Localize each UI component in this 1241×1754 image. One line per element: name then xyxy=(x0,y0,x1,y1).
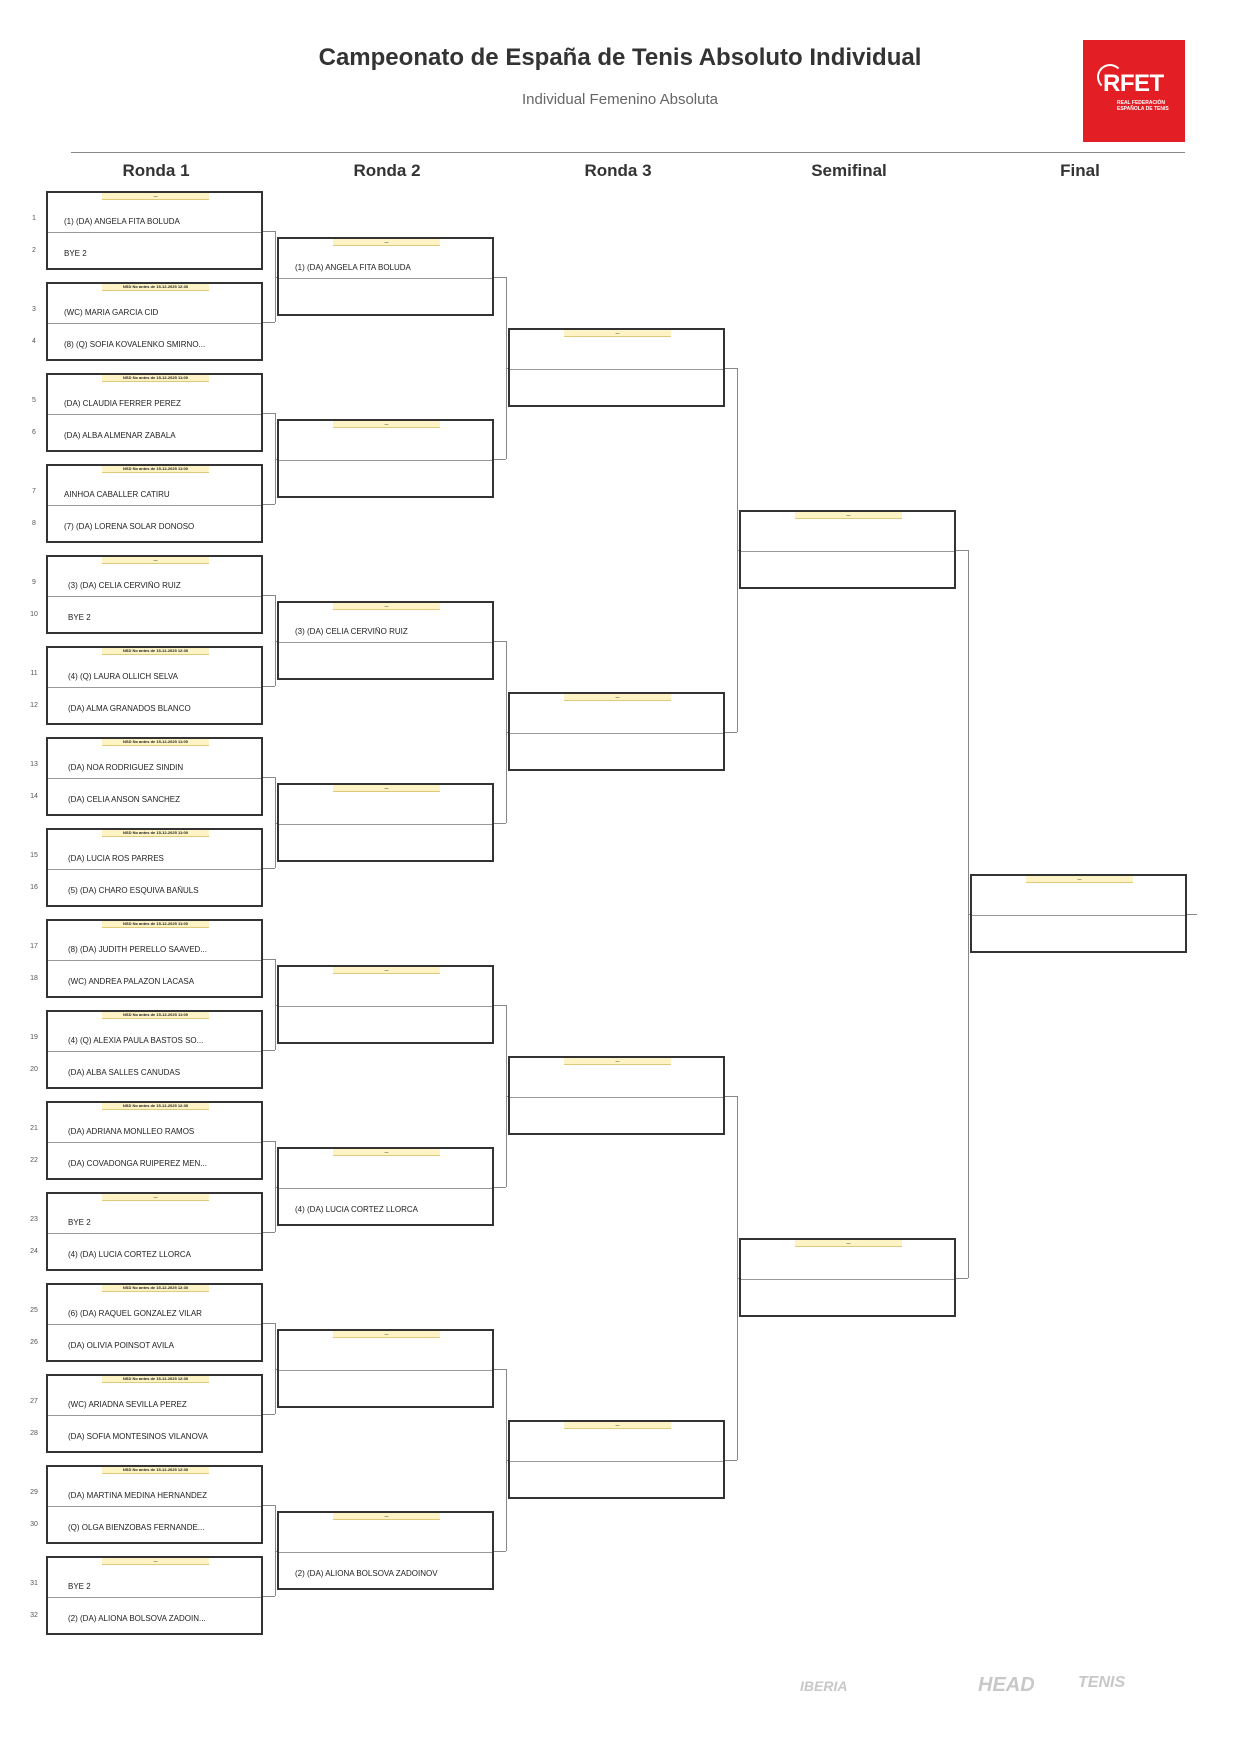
r1-match xyxy=(46,737,263,816)
r2-match xyxy=(277,419,494,498)
r2-match xyxy=(277,1329,494,1408)
match-schedule-badge: — xyxy=(564,1058,671,1065)
draw-position-number: 20 xyxy=(30,1066,38,1073)
player-name: (WC) ARIADNA SEVILLA PEREZ xyxy=(68,1400,187,1409)
page-subtitle: Individual Femenino Absoluta xyxy=(522,91,718,108)
match-schedule-badge: — xyxy=(795,512,902,519)
draw-position-number: 4 xyxy=(32,338,36,345)
draw-position-number: 18 xyxy=(30,975,38,982)
match-schedule-badge: — xyxy=(564,330,671,337)
player-name: (8) (DA) JUDITH PERELLO SAAVED... xyxy=(68,945,207,954)
bracket-connector xyxy=(263,1050,275,1051)
player-name: (DA) CLAUDIA FERRER PEREZ xyxy=(64,399,181,408)
bracket-connector xyxy=(263,413,275,414)
player-name: (DA) MARTINA MEDINA HERNANDEZ xyxy=(68,1491,207,1500)
match-schedule-badge: — xyxy=(333,785,440,792)
draw-position-number: 2 xyxy=(32,247,36,254)
draw-position-number: 25 xyxy=(30,1307,38,1314)
player-name: (DA) ADRIANA MONLLEO RAMOS xyxy=(68,1127,195,1136)
bracket-connector xyxy=(263,686,275,687)
player-name: AINHOA CABALLER CATIRU xyxy=(64,490,170,499)
match-schedule-badge: NSD No antes de 15-12-2025 11:00 xyxy=(102,375,209,382)
match-divider xyxy=(48,1142,261,1143)
match-schedule-badge: — xyxy=(1026,876,1133,883)
player-name: (1) (DA) ANGELA FITA BOLUDA xyxy=(64,217,180,226)
match-schedule-badge: — xyxy=(333,1513,440,1520)
match-divider xyxy=(510,1097,723,1098)
player-name: (DA) NOA RODRIGUEZ SINDIN xyxy=(68,763,184,772)
draw-position-number: 13 xyxy=(30,761,38,768)
match-schedule-badge: — xyxy=(102,557,209,564)
draw-position-number: 3 xyxy=(32,306,36,313)
player-name: (4) (DA) LUCIA CORTEZ LLORCA xyxy=(68,1250,191,1259)
r1-match xyxy=(46,1283,263,1362)
match-schedule-badge: NSD No antes de 15-12-2025 12:30 xyxy=(102,1376,209,1383)
logo-sub-line-2: ESPAÑOLA DE TENIS xyxy=(1117,106,1169,112)
semifinal-match xyxy=(739,510,956,589)
sponsor-tenis: TENIS xyxy=(1078,1674,1126,1691)
r1-match xyxy=(46,828,263,907)
draw-position-number: 23 xyxy=(30,1216,38,1223)
player-name: (DA) SOFIA MONTESINOS VILANOVA xyxy=(68,1432,208,1441)
r3-match xyxy=(508,328,725,407)
match-divider xyxy=(972,915,1185,916)
draw-position-number: 30 xyxy=(30,1521,38,1528)
logo-subtitle xyxy=(1117,100,1169,112)
sponsor-strip xyxy=(0,1670,1241,1720)
bracket-connector xyxy=(263,777,275,778)
player-name: (6) (DA) RAQUEL GONZALEZ VILAR xyxy=(68,1309,202,1318)
player-name: BYE 2 xyxy=(68,613,91,622)
match-divider xyxy=(48,960,261,961)
player-name: BYE 2 xyxy=(64,249,87,258)
r3-match xyxy=(508,1056,725,1135)
round-header-1: Ronda 1 xyxy=(122,161,190,180)
player-name: (4) (DA) LUCIA CORTEZ LLORCA xyxy=(295,1204,418,1214)
rfet-logo xyxy=(1083,40,1185,142)
match-schedule-badge: NSD No antes de 15-12-2025 11:00 xyxy=(102,1012,209,1019)
draw-position-number: 29 xyxy=(30,1489,38,1496)
r2-match xyxy=(277,965,494,1044)
r1-match xyxy=(46,1556,263,1635)
draw-position-number: 5 xyxy=(32,397,36,404)
match-schedule-badge: — xyxy=(564,694,671,701)
logo-sub-line-1: REAL FEDERACIÓN xyxy=(1117,100,1165,106)
match-divider xyxy=(279,642,492,643)
draw-position-number: 1 xyxy=(32,215,36,222)
match-schedule-badge: NSD No antes de 15-12-2025 11:00 xyxy=(102,466,209,473)
match-divider xyxy=(48,596,261,597)
player-name: (1) (DA) ANGELA FITA BOLUDA xyxy=(295,262,411,272)
player-name: (7) (DA) LORENA SOLAR DONOSO xyxy=(64,522,195,531)
player-name: (4) (Q) ALEXIA PAULA BASTOS SO... xyxy=(68,1036,204,1045)
r1-match xyxy=(46,191,263,270)
draw-position-number: 7 xyxy=(32,488,36,495)
match-schedule-badge: — xyxy=(333,1331,440,1338)
r1-match xyxy=(46,1192,263,1271)
r2-match xyxy=(277,783,494,862)
match-schedule-badge: NSD No antes de 15-12-2025 11:00 xyxy=(102,921,209,928)
match-schedule-badge: NSD No antes de 15-12-2025 11:00 xyxy=(102,739,209,746)
match-divider xyxy=(48,778,261,779)
match-schedule-badge: NSD No antes de 15-12-2025 11:00 xyxy=(102,830,209,837)
r1-match xyxy=(46,373,263,452)
match-schedule-badge: — xyxy=(564,1422,671,1429)
bracket-connector xyxy=(263,1323,275,1324)
match-divider xyxy=(48,1324,261,1325)
match-schedule-badge: — xyxy=(102,1194,209,1201)
draw-position-number: 19 xyxy=(30,1034,38,1041)
draw-position-number: 16 xyxy=(30,884,38,891)
match-divider xyxy=(279,1188,492,1189)
r1-match xyxy=(46,1101,263,1180)
bracket-connector xyxy=(263,1141,275,1142)
player-name: (2) (DA) ALIONA BOLSOVA ZADOIN... xyxy=(68,1614,206,1623)
player-name: BYE 2 xyxy=(68,1218,91,1227)
draw-position-number: 15 xyxy=(30,852,38,859)
bracket-connector xyxy=(494,1369,506,1370)
match-divider xyxy=(48,505,261,506)
match-schedule-badge: NSD No antes de 15-12-2025 12:30 xyxy=(102,648,209,655)
bracket-connector xyxy=(263,959,275,960)
match-schedule-badge: NSD No antes de 15-12-2025 12:30 xyxy=(102,284,209,291)
player-name: (4) (Q) LAURA OLLICH SELVA xyxy=(68,672,178,681)
draw-position-number: 10 xyxy=(30,611,38,618)
bracket-connector xyxy=(494,641,506,642)
round-header-5: Final xyxy=(1060,161,1100,180)
player-name: (DA) ALBA SALLES CANUDAS xyxy=(68,1068,181,1077)
bracket-connector xyxy=(725,1460,737,1461)
player-name: (WC) ANDREA PALAZON LACASA xyxy=(68,977,195,986)
r1-match xyxy=(46,1374,263,1453)
match-schedule-badge: — xyxy=(333,421,440,428)
round-header-2: Ronda 2 xyxy=(353,161,421,180)
final-match xyxy=(970,874,1187,953)
bracket-connector xyxy=(263,868,275,869)
r2-match xyxy=(277,1147,494,1226)
player-name: (DA) ALBA ALMENAR ZABALA xyxy=(64,431,176,440)
player-name: (DA) COVADONGA RUIPEREZ MEN... xyxy=(68,1159,207,1168)
match-divider xyxy=(279,1552,492,1553)
match-divider xyxy=(510,1461,723,1462)
bracket-connector xyxy=(494,459,506,460)
draw-position-number: 6 xyxy=(32,429,36,436)
match-divider xyxy=(510,369,723,370)
match-divider xyxy=(48,1233,261,1234)
draw-position-number: 27 xyxy=(30,1398,38,1405)
header-divider xyxy=(71,152,1185,153)
match-schedule-badge: — xyxy=(333,1149,440,1156)
match-divider xyxy=(48,869,261,870)
player-name: (DA) LUCIA ROS PARRES xyxy=(68,854,164,863)
bracket-connector xyxy=(725,368,737,369)
player-name: (2) (DA) ALIONA BOLSOVA ZADOINOV xyxy=(295,1568,438,1578)
bracket-connector xyxy=(263,1232,275,1233)
bracket-connector xyxy=(956,1278,968,1279)
player-name: (Q) OLGA BIENZOBAS FERNANDE... xyxy=(68,1523,205,1532)
player-name: (DA) CELIA ANSON SANCHEZ xyxy=(68,795,181,804)
player-name: (3) (DA) CELIA CERVIÑO RUIZ xyxy=(295,626,408,636)
sponsor-head: HEAD xyxy=(978,1674,1035,1696)
bracket-connector xyxy=(263,1414,275,1415)
match-divider xyxy=(279,824,492,825)
player-name: (3) (DA) CELIA CERVIÑO RUIZ xyxy=(68,581,181,590)
bracket-connector xyxy=(725,1096,737,1097)
match-divider xyxy=(48,687,261,688)
bracket-connector xyxy=(263,1505,275,1506)
sponsor-iberia: IBERIA xyxy=(800,1678,848,1694)
bracket-connector xyxy=(494,823,506,824)
draw-position-number: 24 xyxy=(30,1248,38,1255)
match-schedule-badge: — xyxy=(795,1240,902,1247)
bracket-connector xyxy=(263,322,275,323)
r1-match xyxy=(46,646,263,725)
player-name: (WC) MARIA GARCIA CID xyxy=(64,308,159,317)
bracket-connector xyxy=(263,595,275,596)
final-connector xyxy=(1187,914,1197,915)
match-schedule-badge: — xyxy=(333,239,440,246)
match-divider xyxy=(279,1006,492,1007)
r1-match xyxy=(46,919,263,998)
r3-match xyxy=(508,692,725,771)
player-name: BYE 2 xyxy=(68,1582,91,1591)
draw-position-number: 31 xyxy=(30,1580,38,1587)
r1-match xyxy=(46,1465,263,1544)
match-divider xyxy=(48,414,261,415)
bracket-connector xyxy=(494,1551,506,1552)
r1-match xyxy=(46,555,263,634)
draw-position-number: 22 xyxy=(30,1157,38,1164)
draw-position-number: 14 xyxy=(30,793,38,800)
draw-position-number: 9 xyxy=(32,579,36,586)
bracket-connector xyxy=(263,504,275,505)
logo-mark: RFET xyxy=(1103,70,1164,97)
r2-match xyxy=(277,237,494,316)
bracket-connector xyxy=(494,1005,506,1006)
r1-match xyxy=(46,464,263,543)
match-divider xyxy=(510,733,723,734)
r2-match xyxy=(277,601,494,680)
match-divider xyxy=(741,1279,954,1280)
match-divider xyxy=(48,1506,261,1507)
player-name: (DA) ALMA GRANADOS BLANCO xyxy=(68,704,191,713)
player-name: (DA) OLIVIA POINSOT AVILA xyxy=(68,1341,174,1350)
r1-match xyxy=(46,1010,263,1089)
match-divider xyxy=(48,1597,261,1598)
match-divider xyxy=(48,323,261,324)
r1-match xyxy=(46,282,263,361)
draw-position-number: 28 xyxy=(30,1430,38,1437)
round-header-3: Ronda 3 xyxy=(584,161,652,180)
match-schedule-badge: — xyxy=(102,1558,209,1565)
match-divider xyxy=(279,460,492,461)
match-schedule-badge: NSD No antes de 15-12-2025 12:30 xyxy=(102,1103,209,1110)
round-header-4: Semifinal xyxy=(811,161,887,180)
bracket-connector xyxy=(956,550,968,551)
bracket-connector xyxy=(494,277,506,278)
draw-position-number: 12 xyxy=(30,702,38,709)
bracket-connector xyxy=(725,732,737,733)
match-divider xyxy=(279,1370,492,1371)
draw-position-number: 26 xyxy=(30,1339,38,1346)
match-schedule-badge: — xyxy=(102,193,209,200)
r2-match xyxy=(277,1511,494,1590)
draw-position-number: 32 xyxy=(30,1612,38,1619)
match-schedule-badge: NSD No antes de 15-12-2025 12:30 xyxy=(102,1467,209,1474)
draw-position-number: 11 xyxy=(30,670,38,677)
bracket-connector xyxy=(494,1187,506,1188)
match-divider xyxy=(279,278,492,279)
bracket-connector xyxy=(263,231,275,232)
player-name: (5) (DA) CHARO ESQUIVA BAÑULS xyxy=(68,886,199,895)
r3-match xyxy=(508,1420,725,1499)
match-schedule-badge: — xyxy=(333,603,440,610)
player-name: (8) (Q) SOFIA KOVALENKO SMIRNO... xyxy=(64,340,206,349)
semifinal-match xyxy=(739,1238,956,1317)
match-divider xyxy=(48,1415,261,1416)
match-schedule-badge: — xyxy=(333,967,440,974)
match-divider xyxy=(741,551,954,552)
match-divider xyxy=(48,1051,261,1052)
draw-position-number: 17 xyxy=(30,943,38,950)
match-divider xyxy=(48,232,261,233)
draw-position-number: 8 xyxy=(32,520,36,527)
draw-position-number: 21 xyxy=(30,1125,38,1132)
bracket-connector xyxy=(263,1596,275,1597)
page-title: Campeonato de España de Tenis Absoluto Individual xyxy=(318,44,922,71)
match-schedule-badge: NSD No antes de 15-12-2025 12:30 xyxy=(102,1285,209,1292)
